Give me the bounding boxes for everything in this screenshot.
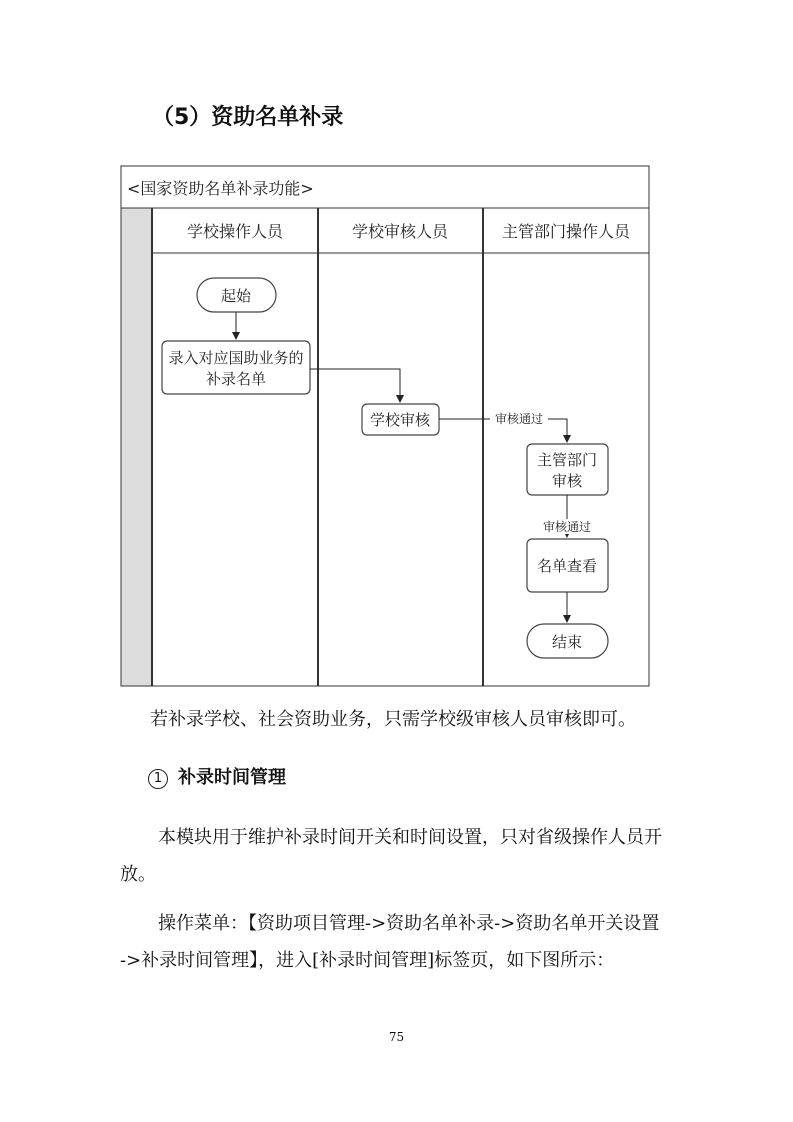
edge-label-pass-1: 审核通过 xyxy=(494,412,544,426)
subsection-title: 补录时间管理 xyxy=(178,767,286,788)
menu-path-line-1: 操作菜单：【资助项目管理->资助名单补录->资助名单开关设置 xyxy=(158,913,660,934)
lane-header-school-operator: 学校操作人员 xyxy=(186,222,284,241)
description-line-2: 放。 xyxy=(120,864,156,885)
page-number: 75 xyxy=(388,1030,405,1044)
description-line-1: 本模块用于维护补录时间开关和时间设置，只对省级操作人员开 xyxy=(158,827,662,848)
subsection-number: 1 xyxy=(148,769,168,789)
end-node-label: 结束 xyxy=(551,633,583,651)
dept-review-label-2: 审核 xyxy=(551,472,583,490)
pool-header-strip xyxy=(121,208,152,686)
lane-header-school-reviewer: 学校审核人员 xyxy=(351,222,449,241)
section-title: （5）资助名单补录 xyxy=(152,105,344,130)
subsection-heading xyxy=(148,763,286,789)
list-view-label: 名单查看 xyxy=(536,557,598,575)
school-review-label: 学校审核 xyxy=(369,411,431,429)
enter-list-label-2: 补录名单 xyxy=(205,370,267,388)
lane-header-dept-operator: 主管部门操作人员 xyxy=(501,222,631,241)
menu-path-line-2: ->补录时间管理】，进入[补录时间管理]标签页，如下图所示： xyxy=(120,950,615,971)
edge-label-pass-2: 审核通过 xyxy=(542,520,592,534)
dept-review-label-1: 主管部门 xyxy=(536,451,598,469)
flowchart-title: <国家资助名单补录功能> xyxy=(127,179,314,198)
note-paragraph: 若补录学校、社会资助业务，只需学校级审核人员审核即可。 xyxy=(150,709,636,730)
enter-list-label-1: 录入对应国助业务的 xyxy=(168,349,304,367)
start-node-label: 起始 xyxy=(220,287,252,305)
